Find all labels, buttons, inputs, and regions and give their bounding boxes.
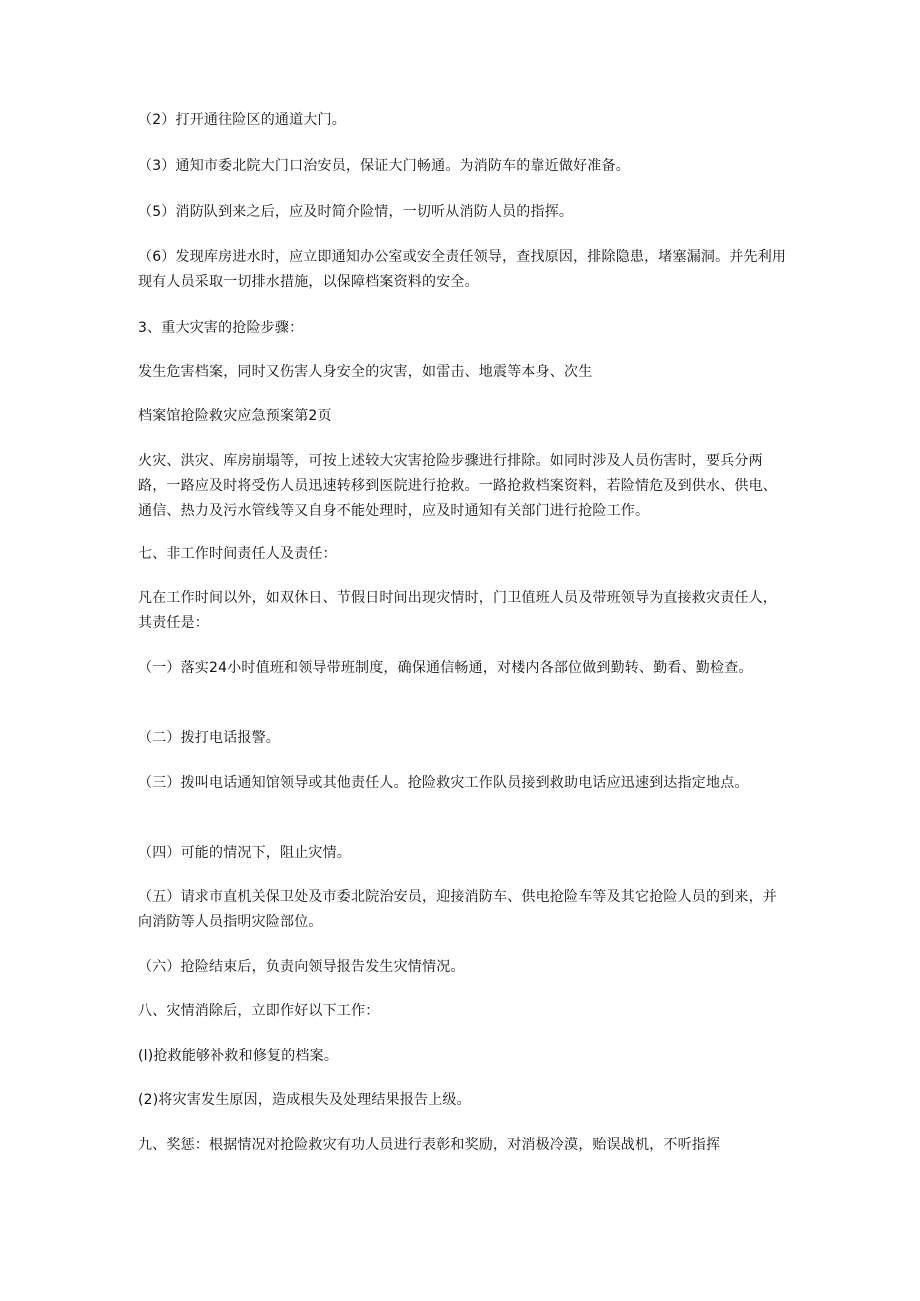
section-heading-major-disaster: 3、重大灾害的抢险步骤： xyxy=(138,320,304,336)
paragraph-hazard-description: 发生危害档案，同时又伤害人身安全的灾害，如雷击、地震等本身、次生 xyxy=(138,364,593,380)
paragraph-disaster-response: 火灾、洪灾、库房崩塌等，可按上述较大灾害抢险步骤进行排除。如同时涉及人员伤害时，要兵分两路，一路应及时将受伤人员迅速转移到医院进行抢救。一路抢救档案资料，若险情危及到供水、供电、通信、热力及污水管线等又自身不能处理时，应及时通知有关部门进行抢险工作。 xyxy=(138,453,777,519)
paragraph-water-leak: （6）发现库房进水时，应立即通知办公室或安全责任领导，查找原因，排除隐患，堵塞漏洞。并先利用现有人员采取一切排水措施，以保障档案资料的安全。 xyxy=(138,249,787,290)
list-item-duty-4: （四）可能的情况下，阻止灾情。 xyxy=(138,845,351,861)
list-item-after-2: (2)将灾害发生原因，造成根失及处理结果报告上级。 xyxy=(138,1092,471,1108)
section-heading-off-hours: 七、非工作时间责任人及责任： xyxy=(138,546,337,562)
paragraph-fire-brigade: （5）消防队到来之后，应及时简介险情，一切听从消防人员的指挥。 xyxy=(138,204,574,220)
list-item-duty-5: （五）请求市直机关保卫处及市委北院治安员，迎接消防车、供电抢险车等及其它抢险人员的到来，并向消防等人员指明灾险部位。 xyxy=(138,889,777,930)
paragraph-open-gate: （2）打开通往险区的通道大门。 xyxy=(138,112,346,128)
list-item-duty-3: （三）拨叫电话通知馆领导或其他责任人。抢险救灾工作队员接到救助电话应迅速到达指定地点。 xyxy=(138,775,749,791)
list-item-duty-2: （二）拨打电话报警。 xyxy=(138,730,280,746)
list-item-duty-1: （一）落实24小时值班和领导带班制度，确保通信畅通，对楼内各部位做到勤转、勤看、勤检查。 xyxy=(138,660,753,676)
paragraph-notify-security: （3）通知市委北院大门口治安员，保证大门畅通。为消防车的靠近做好准备。 xyxy=(138,158,630,174)
section-heading-after-disaster: 八、灾情消除后，立即作好以下工作： xyxy=(138,1003,380,1019)
list-item-after-1: (l)抢救能够补救和修复的档案。 xyxy=(138,1048,339,1064)
page-footer-label: 档案馆抢险救灾应急预案第2页 xyxy=(138,408,332,424)
paragraph-off-hours-duty: 凡在工作时间以外，如双休日、节假日时间出现灾情时，门卫值班人员及带班领导为直接救灾责任人，其责任是： xyxy=(138,590,777,631)
list-item-duty-6: （六）抢险结束后，负责向领导报告发生灾情情况。 xyxy=(138,959,465,975)
section-heading-rewards: 九、奖惩：根据情况对抢险救灾有功人员进行表彰和奖励，对消极冷漠，贻误战机，不听指挥 xyxy=(138,1137,721,1153)
